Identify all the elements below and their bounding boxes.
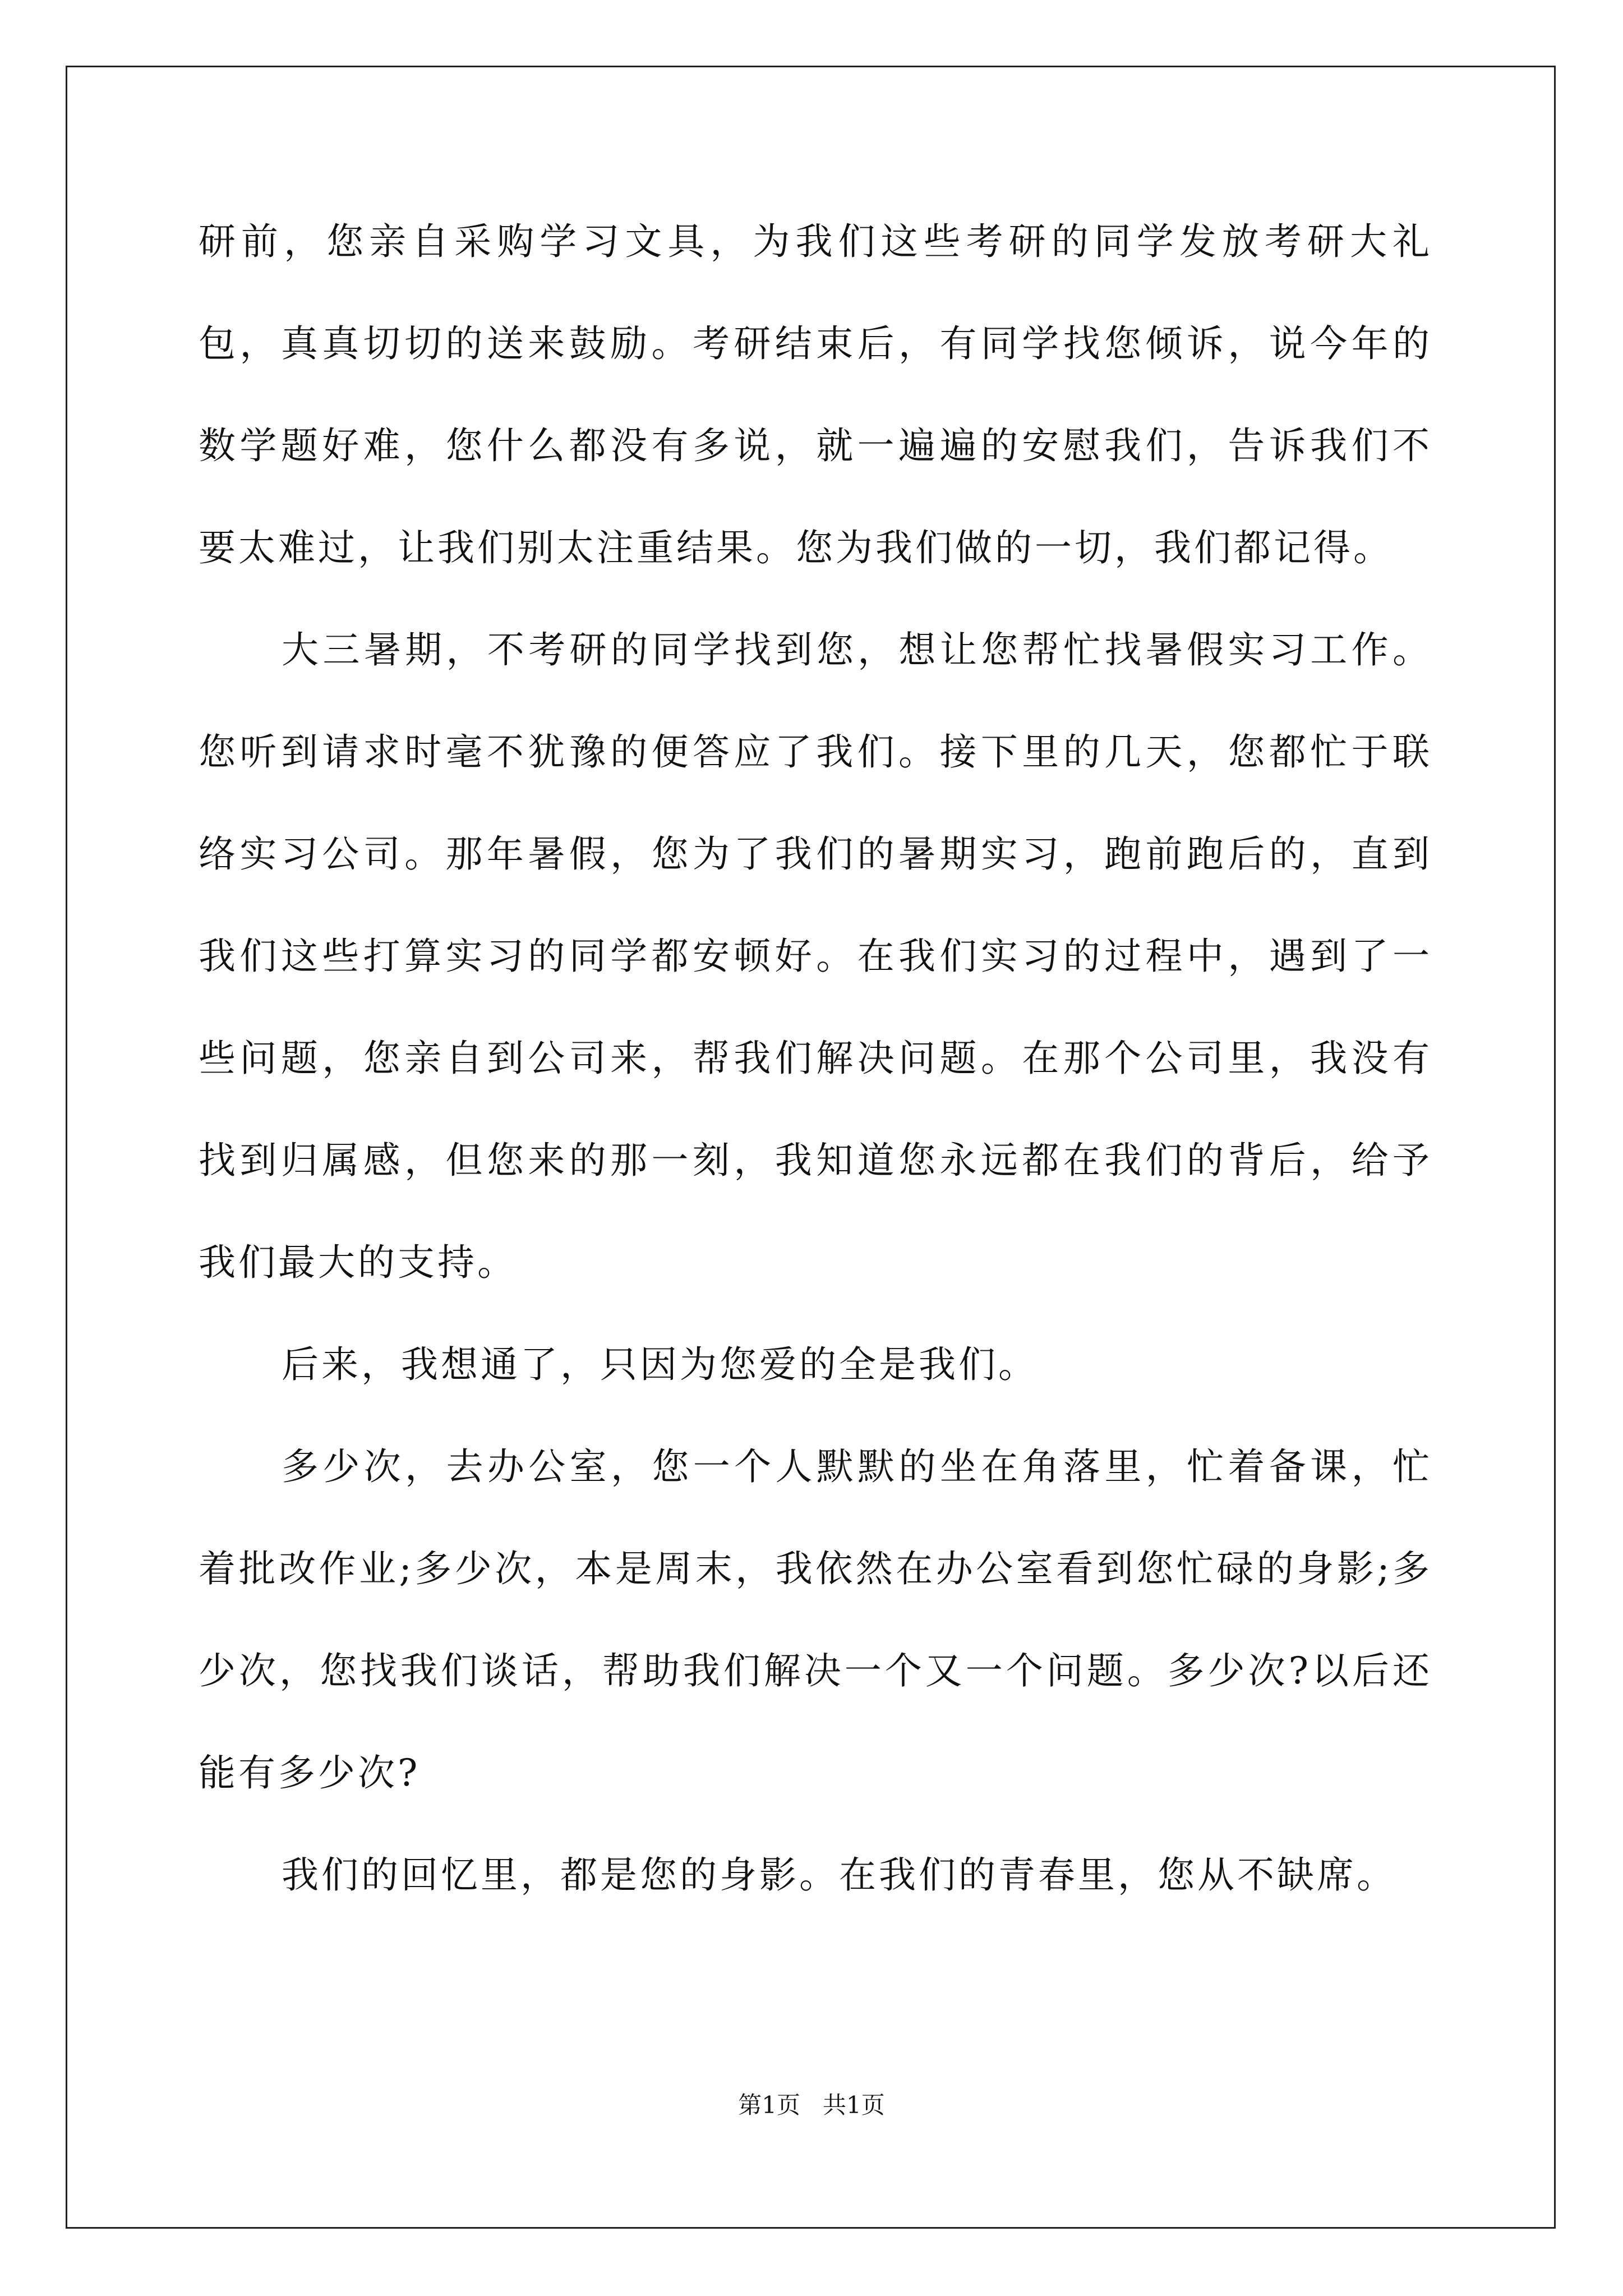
paragraph-3: 后来，我想通了，只因为您爱的全是我们。 (282, 1343, 1038, 1386)
paragraph-2: 大三暑期，不考研的同学找到您，想让您帮忙找暑假实习工作。您听到请求时毫不犹豫的便答应了我们。接下里的几天，您都忙于联络实习公司。那年暑假，您为了我们的暑期实习，跑前跑后的，直到我们这些打算实习的同学都安顿好。在我们实习的过程中，遇到了一些问题，您亲自到公司来，帮我们解决问题。在那个公司里，我没有找到归属感，但您来的那一刻，我知道您永远都在我们的背后，给予我们最大的支持。 (199, 628, 1432, 1284)
paragraph-1: 研前，您亲自采购学习文具，为我们这些考研的同学发放考研大礼包，真真切切的送来鼓励。考研结束后，有同学找您倾诉，说今年的数学题好难，您什么都没有多说，就一遍遍的安慰我们，告诉我们不要太难过，让我们别太注重结果。您为我们做的一切，我们都记得。 (199, 220, 1432, 569)
document-body (199, 191, 1432, 1926)
paragraph-4: 多少次，去办公室，您一个人默默的坐在角落里，忙着备课，忙着批改作业;多少次，本是周末，我依然在办公室看到您忙碌的身影;多少次，您找我们谈话，帮助我们解决一个又一个问题。多少次?以后还能有多少次? (199, 1445, 1432, 1795)
page-footer: 第1页 共1页 (738, 2091, 885, 2119)
paragraph-5: 我们的回忆里，都是您的身影。在我们的青春里，您从不缺席。 (282, 1853, 1396, 1897)
